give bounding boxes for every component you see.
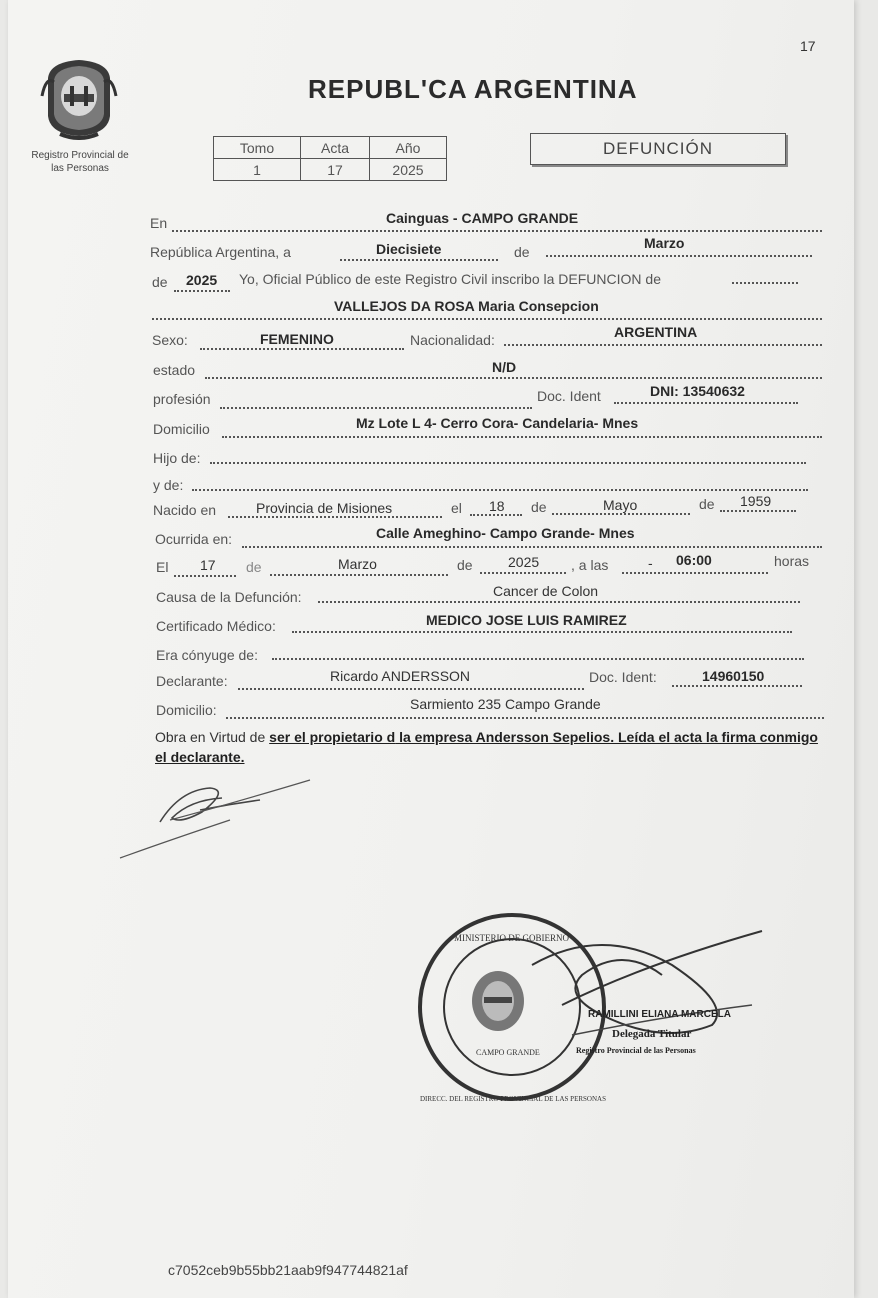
footer-hash: c7052ceb9b55bb21aab9f947744821af — [168, 1262, 408, 1278]
stamp-signer-role: Delegada Titular — [612, 1028, 692, 1040]
dotted-line — [200, 348, 404, 350]
province-crest-icon — [40, 56, 118, 140]
label-nacido-en: Nacido en — [153, 502, 217, 518]
stamp-signer-org: Registro Provincial de las Personas — [576, 1046, 696, 1055]
dotted-line — [220, 407, 532, 409]
dotted-line — [205, 377, 822, 379]
label-causa: Causa de la Defunción: — [156, 589, 302, 605]
label-doc-ident2: Doc. Ident: — [589, 669, 657, 685]
value-declarante: Ricardo ANDERSSON — [330, 668, 471, 684]
obra-lead: Obra en Virtud de — [155, 729, 270, 745]
value-nac-mes: Mayo — [603, 497, 638, 513]
anio-label: Año — [370, 137, 447, 159]
acta-value: 17 — [301, 159, 370, 181]
dotted-line — [242, 546, 822, 548]
value-mes-inscripcion: Marzo — [644, 235, 685, 251]
stamp-ministry: MINISTERIO DE GOBIERNO — [454, 933, 569, 943]
value-nacionalidad: ARGENTINA — [614, 324, 698, 340]
label-en: En — [150, 215, 168, 231]
stamp-ring: DIRECC. DEL REGISTRO PROVINCIAL DE LAS PERSONAS — [420, 1095, 606, 1103]
value-def-dia: 17 — [200, 557, 216, 573]
value-declarante-domicilio: Sarmiento 235 Campo Grande — [410, 696, 601, 712]
label-horas: horas — [774, 553, 810, 569]
value-domicilio: Mz Lote L 4- Cerro Cora- Candelaria- Mnes — [356, 415, 639, 431]
dotted-line — [546, 255, 812, 257]
label-domicilio: Domicilio — [153, 421, 210, 437]
anio-value: 2025 — [370, 159, 447, 181]
value-sexo: FEMENINO — [260, 331, 334, 347]
country-title: REPUBL'CA ARGENTINA — [308, 74, 638, 104]
registry-org-name: Registro Provincial de las Personas — [31, 150, 129, 174]
label-de-nac-anio: de — [699, 496, 715, 512]
value-estado: N/D — [492, 359, 517, 375]
dotted-line — [480, 572, 566, 574]
label-republica: República Argentina, a — [150, 244, 291, 260]
label-certificado: Certificado Médico: — [156, 618, 276, 634]
dotted-line — [504, 344, 822, 346]
value-dia-inscripcion: Diecisiete — [376, 241, 442, 257]
label-conyuge: Era cónyuge de: — [156, 647, 258, 663]
value-nacido-en: Provincia de Misiones — [256, 500, 393, 516]
dotted-line — [732, 282, 798, 284]
label-de-nac-mes: de — [531, 499, 547, 515]
label-sexo: Sexo: — [152, 332, 188, 348]
dotted-line — [226, 717, 824, 719]
value-lugar: Cainguas - CAMPO GRANDE — [386, 210, 579, 226]
dotted-line — [622, 572, 768, 574]
label-de-def-anio: de — [457, 557, 473, 573]
dotted-line — [614, 402, 798, 404]
dotted-line — [270, 574, 448, 576]
dotted-line — [192, 489, 808, 491]
label-el: el — [451, 500, 462, 516]
value-ocurrida-en: Calle Ameghino- Campo Grande- Mnes — [376, 525, 635, 541]
value-declarante-doc: 14960150 — [702, 668, 765, 684]
dotted-line — [318, 601, 800, 603]
label-el2: El — [156, 559, 169, 575]
stamp-city: CAMPO GRANDE — [476, 1048, 540, 1057]
value-nac-dia: 18 — [489, 498, 505, 514]
label-ocurrida-en: Ocurrida en: — [155, 531, 233, 547]
value-anio-inscripcion: 2025 — [186, 272, 218, 288]
label-a-las: , a las — [571, 557, 609, 573]
value-certificado: MEDICO JOSE LUIS RAMIREZ — [426, 612, 627, 628]
dotted-line — [470, 514, 522, 516]
value-def-mes: Marzo — [338, 556, 377, 572]
record-type-box: DEFUNCIÓN — [530, 133, 786, 165]
label-hijo-de: Hijo de: — [153, 450, 201, 466]
label-nacionalidad: Nacionalidad: — [410, 332, 495, 348]
dotted-line — [672, 685, 802, 687]
dotted-line — [174, 290, 230, 292]
acta-label: Acta — [301, 137, 370, 159]
value-def-hora: 06:00 — [676, 552, 712, 568]
registry-table — [213, 136, 447, 181]
label-declarante: Declarante: — [156, 673, 228, 689]
label-domicilio2: Domicilio: — [156, 702, 217, 718]
dotted-line — [292, 631, 792, 633]
value-nac-anio: 1959 — [740, 493, 772, 509]
dotted-line — [222, 436, 822, 438]
dotted-line — [228, 516, 442, 518]
obra-part1: ser el propietario d — [269, 729, 396, 745]
dotted-line — [172, 230, 822, 232]
stamp-signer-name: RAMILLINI ELIANA MARCELA — [588, 1009, 731, 1020]
dotted-line — [152, 318, 822, 320]
dotted-line — [174, 575, 236, 577]
dotted-line — [720, 510, 796, 512]
page-number: 17 — [800, 38, 816, 54]
dotted-line — [238, 688, 584, 690]
dotted-line — [210, 462, 806, 464]
value-nombre: VALLEJOS DA ROSA Maria Consepcion — [334, 298, 599, 314]
dotted-line — [272, 658, 804, 660]
label-profesion: profesión — [153, 391, 211, 407]
label-y-de: y de: — [153, 477, 184, 493]
label-doc-ident: Doc. Ident — [537, 388, 601, 404]
value-def-anio: 2025 — [508, 554, 540, 570]
tomo-label: Tomo — [214, 137, 301, 159]
label-de-def-mes: de — [246, 559, 262, 575]
dotted-line — [340, 259, 498, 261]
label-de: de — [514, 244, 530, 260]
label-estado: estado — [153, 362, 196, 378]
value-hora-sep: - — [648, 555, 653, 571]
tomo-value: 1 — [214, 159, 301, 181]
declarant-signature — [110, 760, 330, 860]
dotted-line — [552, 513, 690, 515]
value-documento: DNI: 13540632 — [650, 383, 745, 399]
obra-part2: la empresa Andersson Sepelios. Leída el acta la firma conmigo el declarante. — [155, 729, 818, 765]
label-declaration: Yo, Oficial Público de este Registro Civil inscribo la DEFUNCION de — [239, 271, 661, 287]
label-de-year: de — [152, 274, 168, 290]
official-stamp — [412, 905, 772, 1110]
value-causa: Cancer de Colon — [493, 583, 599, 599]
